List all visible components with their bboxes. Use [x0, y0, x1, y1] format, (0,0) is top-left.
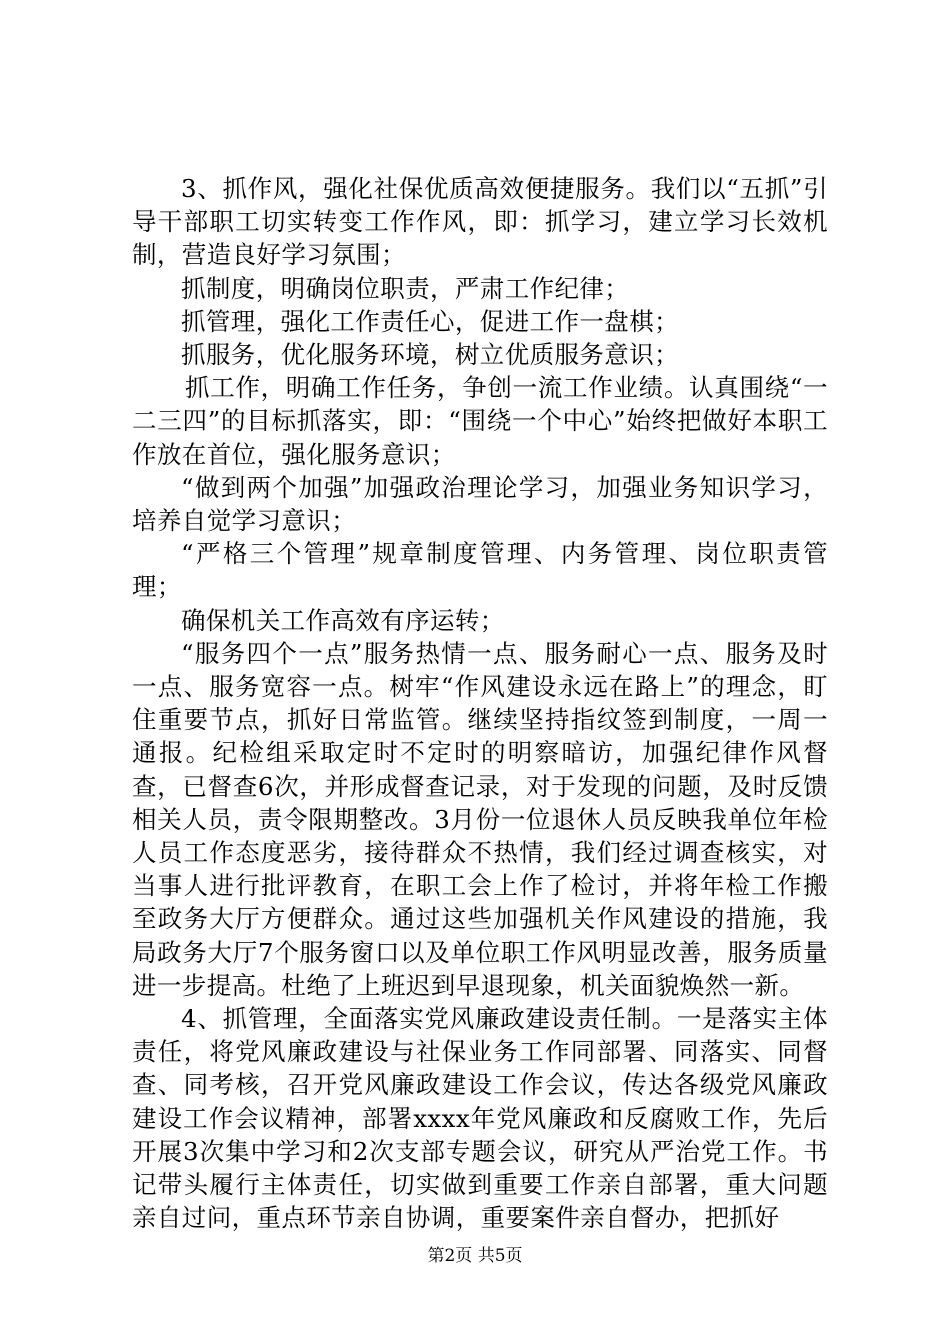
document-body: [132, 172, 828, 1235]
page-number-indicator: 第2页 共5页: [427, 1246, 523, 1266]
paragraph-zhuaguanli: 抓管理，强化工作责任心，促进工作一盘棋；: [181, 306, 679, 336]
paragraph-sange-guanli: “严格三个管理”规章制度管理、内务管理、岗位职责管理；: [132, 539, 828, 602]
page-footer: [0, 1245, 950, 1267]
paragraph-liangge-jiaqiang: “做到两个加强”加强政治理论学习，加强业务知识学习，培养自觉学习意识；: [132, 472, 828, 536]
paragraph-dangfeng-lianzheng: 4、抓管理，全面落实党风廉政建设责任制。一是落实主体责任，将党风廉政建设与社保业务工作同部署、同落实、同督查、同考核，召开党风廉政建设工作会议，传达各级党风廉政建设工作会议精神，部署xxxx年党风廉政和反腐败工作，先后开展3次集中学习和2次支部专题会议，研究从严治党工作。书记带头履行主体责任，切实做到重要工作亲自部署，重大问题亲自过问，重点环节亲自协调，重要案件亲自督办，把抓好: [132, 1004, 828, 1233]
paragraph-zhuagongzuo: 抓工作，明确工作任务，争创一流工作业绩。认真围绕“一二三四”的目标抓落实，即：“围绕一个中心”始终把做好本职工作放在首位，强化服务意识；: [132, 373, 828, 469]
paragraph-zhuafuwu: 抓服务，优化服务环境，树立优质服务意识；: [181, 340, 679, 370]
paragraph-sige-yidian: “服务四个一点”服务热情一点、服务耐心一点、服务及时一点、服务宽容一点。树牢“作风建设永远在路上”的理念，盯住重要节点，抓好日常监管。继续坚持指纹签到制度，一周一通报。纪检组采取定时不定时的明察暗访，加强纪律作风督查，已督查6次，并形成督查记录，对于发现的问题，及时反馈相关人员，责令限期整改。3月份一位退休人员反映我单位年检人员工作态度恶劣，接待群众不热情，我们经过调查核实，对当事人进行批评教育，在职工会上作了检讨，并将年检工作搬至政务大厅方便群众。通过这些加强机关作风建设的措施，我局政务大厅7个服务窗口以及单位职工作风明显改善，服务质量进一步提高。杜绝了上班迟到早退现象，机关面貌焕然一新。: [132, 638, 828, 1000]
paragraph-jiguan-yunzhuan: 确保机关工作高效有序运转；: [181, 605, 505, 635]
paragraph-zhuafengzuo: 3、抓作风，强化社保优质高效便捷服务。我们以“五抓”引导干部职工切实转变工作作风，即：抓学习，建立学习长效机制，营造良好学习氛围；: [132, 174, 828, 270]
paragraph-zhuazhidu: 抓制度，明确岗位职责，严肃工作纪律；: [181, 273, 630, 303]
